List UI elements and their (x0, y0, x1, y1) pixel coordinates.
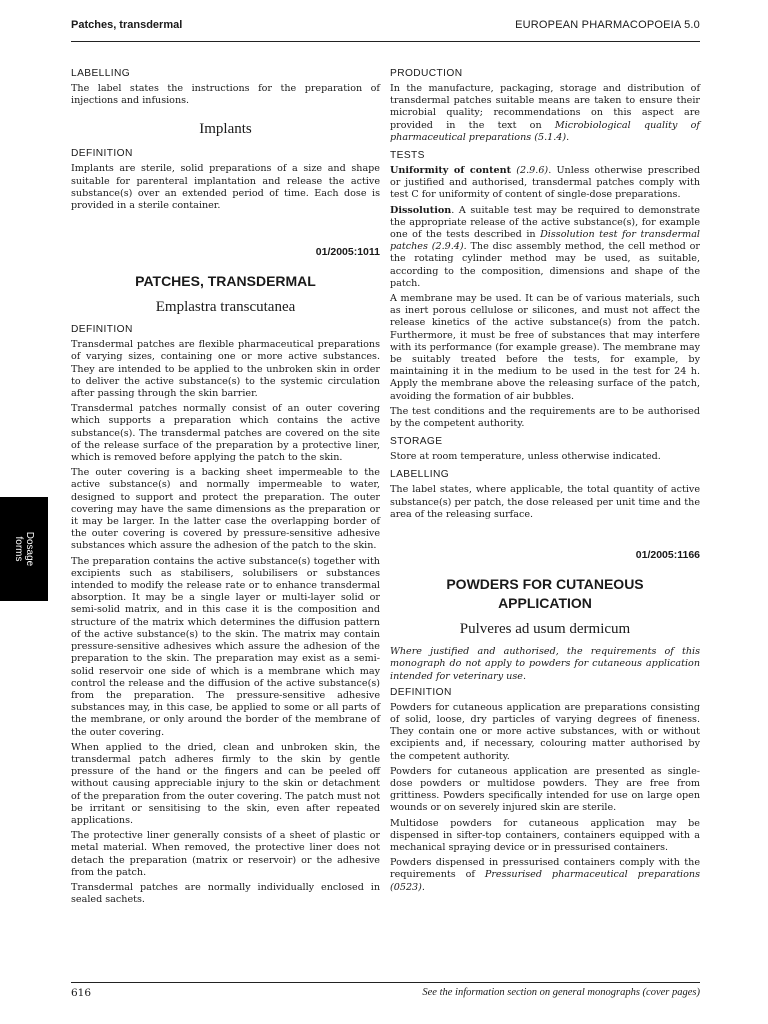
production-text: In the manufacture, packaging, storage and distribution of transdermal patches suitable means are taken to ensure their microbial quality; recommendations on this aspect are provided in the text on Microbiological quality of pharmaceutical preparations (5.1.4). (390, 83, 700, 143)
paragraph: Powders for cutaneous application are presented as single-dose powders or multidose powders. They are free from grittiness. Powders specifically intended for use on large open wounds or on severely injured skin are sterile. (390, 765, 700, 814)
definition-heading: DEFINITION (390, 686, 452, 698)
implants-definition-text: Implants are sterile, solid preparations of a size and shape suitable for parenteral implantation and release the active substance(s) over an extended period of time. Each dose is provided in a sterile container. (71, 163, 380, 212)
monograph-title: PATCHES, TRANSDERMAL (135, 273, 316, 290)
monograph-reference: 01/2005:1166 (635, 549, 700, 562)
definition-heading: DEFINITION (71, 324, 133, 336)
storage-heading: STORAGE (390, 436, 443, 448)
monograph-latin-title: Emplastra transcutanea (155, 299, 296, 316)
paragraph: Powders for cutaneous application are preparations consisting of solid, loose, dry particles of varying degrees of fineness. They contain one or more active substances, with or without excipients and, if necessary, colouring matter authorised by the competent authority. (390, 701, 700, 762)
monograph-title: POWDERS FOR CUTANEOUS APPLICATION (446, 576, 644, 612)
paragraph: Transdermal patches are flexible pharmaceutical preparations of varying sizes, containing one or more active substances. They are intended to be applied to the unbroken skin in order to deliver the active substance(s) to the systemic circulation after passing through the skin barrier. (71, 339, 380, 400)
dissolution-text: Dissolution. A suitable test may be required to demonstrate the appropriate release of the active substance(s), for example one of the tests described in Dissolution test for transdermal patches (2.9.4). The disc assembly method, the cell method or the rotating cylinder method may be used, as suitable, according to the composition, dimensions and shape of the patch. (390, 204, 701, 289)
uniformity-of-content-text: Uniformity of content (2.9.6). Unless otherwise prescribed or justified and authorised, transdermal patches comply with test C for uniformity of content of single-dose preparations. (390, 165, 701, 201)
right-column (390, 68, 700, 897)
paragraph: Transdermal patches normally consist of an outer covering which supports a preparation which contains the active substance(s). The transdermal patches are covered on the site of the release surface of the preparation by a protective liner, which is removed before applying the patch to the skin. (71, 403, 380, 464)
side-tab-label: Dosage forms (13, 531, 35, 567)
veterinary-note: Where justified and authorised, the requirements of this monograph do not apply to powders for cutaneous application intended for veterinary use. (390, 646, 700, 682)
running-header-publication: EUROPEAN PHARMACOPOEIA 5.0 (515, 19, 700, 31)
paragraph: The preparation contains the active substance(s) together with excipients such as stabilisers, solubilisers or substances intended to modify the release rate or to enhance transdermal absorption. It may be a single layer or multi-layer solid or semi-solid matrix, and in this case it is the composition and structure of the matrix which determines the diffusion pattern of the active substance(s) to the skin. The matrix may contain pressure-sensitive adhesives which assure the adhesion of the preparation to the skin. The preparation may exist as a semi-solid reservoir one side of which is a membrane which may control the release and the diffusion of the active substance(s) from the preparation. The pressure-sensitive adhesive substances may, in this case, be applied to some or all parts of the membrane, or only around the border of the membrane of the outer covering. (71, 555, 380, 738)
production-heading: PRODUCTION (390, 68, 463, 79)
membrane-text: A membrane may be used. It can be of various materials, such as inert porous cellulose or silicones, and must not affect the release kinetics of the active substance(s) from the patch. Furthermore, it must be free of substances that may interfere with its performance (for example grease). The membrane may be suitably treated before the tests, for example, by maintaining it in the medium to be used in the test for 24 h. Apply the membrane above the releasing surface of the patch, avoiding the formation of air bubbles. (390, 293, 700, 402)
monograph-latin-title: Pulveres ad usum dermicum (459, 621, 631, 638)
page-number: 616 (71, 987, 92, 999)
paragraph: The outer covering is a backing sheet impermeable to the active substance(s) and normally impermeable to water, designed to support and protect the preparation. The outer covering may have the same dimensions as the preparation or it may be larger. In the latter case the overlapping border of the outer covering is covered by pressure-sensitive adhesive substances which assure the adhesion of the patch to the skin. (71, 467, 380, 552)
monograph-reference: 01/2005:1011 (315, 246, 380, 259)
header-rule (71, 41, 700, 42)
footer-rule (71, 982, 700, 983)
running-header-section: Patches, transdermal (71, 19, 183, 31)
labelling-heading: LABELLING (390, 469, 450, 481)
paragraph: When applied to the dried, clean and unbroken skin, the transdermal patch adheres firmly to the skin by gentle pressure of the hand or the fingers and can be peeled off without causing appreciable injury to the skin or detachment of the preparation from the outer covering. The patch must not be irritant or sensitising to the skin, even after repeated applications. (71, 741, 380, 826)
paragraph: Transdermal patches are normally individually enclosed in sealed sachets. (71, 881, 380, 906)
paragraph: The protective liner generally consists of a sheet of plastic or metal material. When removed, the protective liner does not detach the preparation (matrix or reservoir) or the adhesive from the patch. (71, 830, 380, 878)
storage-text: Store at room temperature, unless otherwise indicated. (390, 451, 661, 463)
left-column (71, 68, 380, 909)
tests-heading: TESTS (390, 150, 425, 162)
side-thumb-tab (0, 497, 48, 601)
footer-note: See the information section on general monographs (cover pages) (422, 987, 700, 998)
implants-title: Implants (199, 121, 252, 138)
labelling-heading: LABELLING (71, 68, 131, 79)
test-conditions-text: The test conditions and the requirements are to be authorised by the competent authority. (390, 405, 700, 430)
paragraph: Powders dispensed in pressurised containers comply with the requirements of Pressurised pharmaceutical preparations (0523). (390, 857, 701, 893)
labelling-text: The label states the instructions for the preparation of injections and infusions. (71, 83, 380, 107)
implants-definition-heading: DEFINITION (71, 148, 133, 160)
labelling-text: The label states, where applicable, the total quantity of active substance(s) per patch, the dose released per unit time and the area of the releasing surface. (390, 484, 700, 520)
paragraph: Multidose powders for cutaneous application may be dispensed in sifter-top containers, containers equipped with a mechanical spraying device or in pressurised containers. (390, 817, 700, 853)
